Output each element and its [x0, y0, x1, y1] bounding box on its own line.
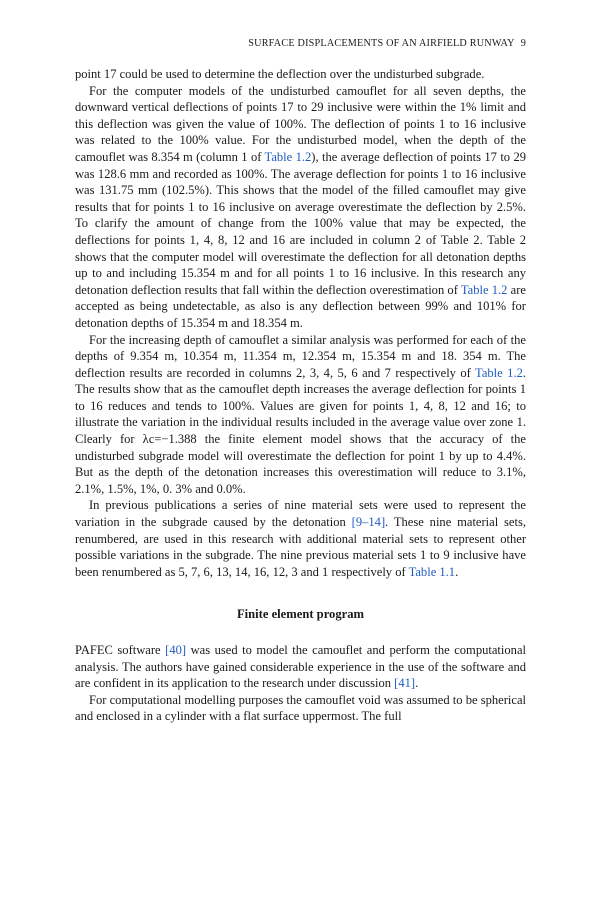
section-heading: Finite element program [236, 607, 365, 622]
page-number: 9 [520, 38, 526, 49]
text: . The results show that as the camouflet depth increases the average deflection for points 1 to 16 reduces and tends to 100%. Values are given for points 1, 4, 8, 12 and 16; to illustrate the variation in the individual results included in the average value over zone 1. Clearly for λc=−1.388 the finite element model shows that the accuracy of the undisturbed subgrade model will overestimate the deflection for point 1 by up to 4.4%. But as the depth of the detonation increases this overestimation will reduce to 3.1%, 2.1%, 1.5%, 1%, 0. 3% and 0.0%. [75, 365, 526, 496]
paragraph-6 [75, 692, 526, 725]
table-1-1-link[interactable]: Table 1.1 [408, 564, 456, 579]
text: point 17 could be used to determine the deflection over the undisturbed subgrade. [75, 67, 485, 81]
text: For the computer models of the undisturbed camouflet for all seven depths, the downward vertical deflections of points 17 to 29 inclusive were within the 1% limit and this deflection was given the value of 100%. The deflection of points 1 to 16 inclusive was related to the 100% value. For the undisturbed model, when the depth of the camouflet was 8.354 m (column 1 of [75, 83, 526, 164]
text: are accepted as being undetectable, as also is any deflection between 99% and 101% for detonation depths of 15.354 m and 18.354 m. [75, 282, 526, 330]
table-1-2-link[interactable]: Table 1.2 [460, 282, 508, 297]
paragraph-3 [75, 332, 526, 498]
text: In previous publications a series of nine material sets were used to represent the variation in the subgrade caused by the detonation [75, 498, 526, 530]
running-title: SURFACE DISPLACEMENTS OF AN AIRFIELD RUNWAY [248, 38, 515, 49]
paragraph-4 [75, 497, 526, 580]
paragraph-1 [75, 66, 526, 83]
text: was used to model the camouflet and perform the computational analysis. The authors have gained considerable experience in the use of the software and are confident in its application to the research under discussion [75, 643, 526, 691]
text: For the increasing depth of camouflet a similar analysis was performed for each of the depths of 9.354 m, 10.354 m, 11.354 m, 12.354 m, 15.354 m and 18. 354 m. The deflection results are recorded in columns 2, 3, 4, 5, 6 and 7 respectively of [75, 332, 526, 380]
body-text [75, 66, 526, 725]
text: ), the average deflection of points 17 to 29 was 128.6 mm and recorded as 100%. The average deflection for points 1 to 16 inclusive was 131.75 mm (102.5%). This shows that the model of the filled camouflet may give results that for points 1 to 16 inclusive on average overestimate the deflection by 2.5%. To clarify the amount of change from the 100% value that may be expected, the deflections for points 1, 4, 8, 12 and 16 are included in column 2 of Table 2. Table 2 shows that the computer model will overestimate the deflection for all detonation depths up to and including 15.354 m and for all points 1 to 16 inclusive. In this research any detonation deflection results that fall within the deflection overestimation of [75, 149, 526, 297]
citation-41-link[interactable]: [41] [394, 676, 416, 691]
citation-40-link[interactable]: [40] [165, 643, 187, 657]
text: For computational modelling purposes the camouflet void was assumed to be spherical and enclosed in a cylinder with a flat surface uppermost. The full [75, 692, 526, 724]
text: . [415, 676, 419, 691]
text: PAFEC software [75, 643, 166, 657]
text: . These nine material sets, renumbered, are used in this research with additional material sets to represent other possible variations in the subgrade. The nine previous material sets 1 to 9 inclusive have been renumbered as 5, 7, 6, 13, 14, 16, 12, 3 and 1 respectively of [75, 515, 527, 579]
running-head [74, 38, 526, 49]
paragraph-2 [75, 83, 526, 332]
table-1-2-link[interactable]: Table 1.2 [475, 365, 523, 380]
text: . [455, 564, 459, 579]
table-1-2-link[interactable]: Table 1.2 [264, 149, 312, 164]
paragraph-5 [75, 642, 526, 692]
citation-9-14-link[interactable]: [9–14] [351, 515, 386, 530]
